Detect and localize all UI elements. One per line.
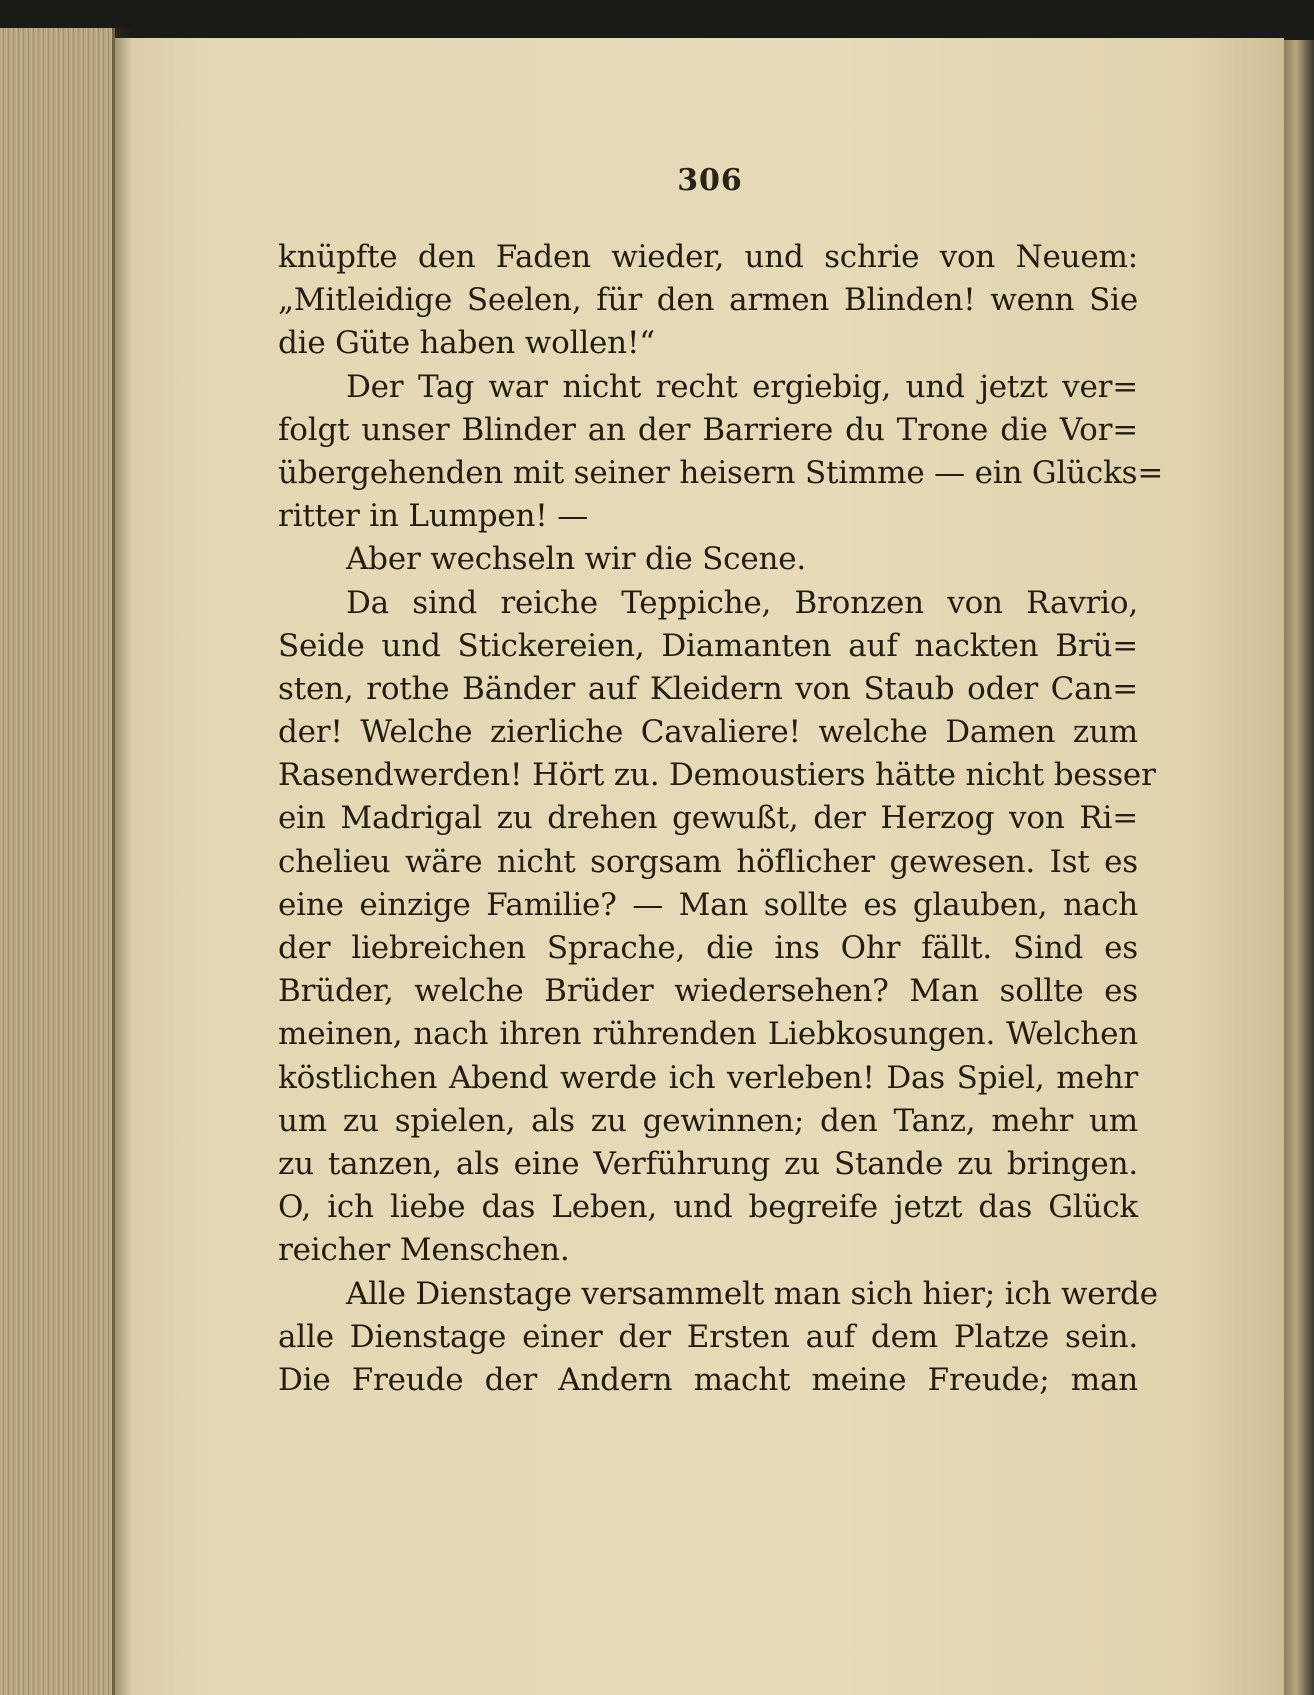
text-line: ritter in Lumpen! — bbox=[278, 498, 589, 535]
text-line: der! Welche zierliche Cavaliere! welche Damen zum bbox=[278, 714, 1138, 751]
text-line: knüpfte den Faden wieder, und schrie von Neuem: bbox=[278, 239, 1138, 275]
text-line: köstlichen Abend werde ich verleben! Das Spiel, mehr bbox=[278, 1059, 1138, 1096]
text-line: Da sind reiche Teppiche, Bronzen von Ravrio, bbox=[346, 584, 1138, 621]
text-line: Brüder, welche Brüder wiedersehen? Man sollte es bbox=[278, 973, 1138, 1010]
page-stack-edges bbox=[0, 28, 115, 1695]
text-line: ein Madrigal zu drehen gewußt, der Herzog von Ri= bbox=[278, 800, 1138, 837]
text-line: der liebreichen Sprache, die ins Ohr fällt. Sind es bbox=[278, 930, 1138, 966]
text-line: Die Freude der Andern macht meine Freude; man bbox=[278, 1361, 1138, 1398]
text-line: reicher Menschen. bbox=[278, 1232, 570, 1269]
right-page-edge bbox=[1284, 40, 1314, 1695]
text-line: chelieu wäre nicht sorgsam höflicher gewesen. Ist es bbox=[278, 843, 1138, 880]
body-text bbox=[278, 236, 1164, 1402]
text-line: Der Tag war nicht recht ergiebig, und jetzt ver= bbox=[346, 368, 1138, 405]
text-line: zu tanzen, als eine Verführung zu Stande zu bringen. bbox=[278, 1145, 1138, 1182]
text-line: folgt unser Blinder an der Barriere du Trone die Vor= bbox=[278, 411, 1138, 448]
text-line: übergehenden mit seiner heisern Stimme — ein Glücks= bbox=[278, 454, 1164, 491]
text-line: Alle Dienstage versammelt man sich hier; ich werde bbox=[346, 1275, 1158, 1312]
gutter-shadow bbox=[112, 28, 132, 1695]
text-line: eine einzige Familie? — Man sollte es glauben, nach bbox=[278, 886, 1138, 923]
text-line: alle Dienstage einer der Ersten auf dem Platze sein. bbox=[278, 1318, 1138, 1355]
page-number: 306 bbox=[677, 163, 743, 198]
text-line: die Güte haben wollen!“ bbox=[278, 325, 655, 362]
text-line: „Mitleidige Seelen, für den armen Blinden! wenn Sie bbox=[278, 282, 1138, 319]
text-line: O, ich liebe das Leben, und begreife jetzt das Glück bbox=[278, 1189, 1138, 1226]
text-line: meinen, nach ihren rührenden Liebkosungen. Welchen bbox=[278, 1016, 1138, 1053]
text-line: Aber wechseln wir die Scene. bbox=[346, 541, 807, 578]
text-line: Rasendwerden! Hört zu. Demoustiers hätte nicht besser bbox=[278, 757, 1156, 794]
text-line: sten, rothe Bänder auf Kleidern von Staub oder Can= bbox=[278, 670, 1138, 707]
scan-background-top bbox=[0, 0, 1314, 40]
text-line: um zu spielen, als zu gewinnen; den Tanz, mehr um bbox=[278, 1102, 1138, 1139]
text-line: Seide und Stickereien, Diamanten auf nackten Brü= bbox=[278, 627, 1138, 664]
